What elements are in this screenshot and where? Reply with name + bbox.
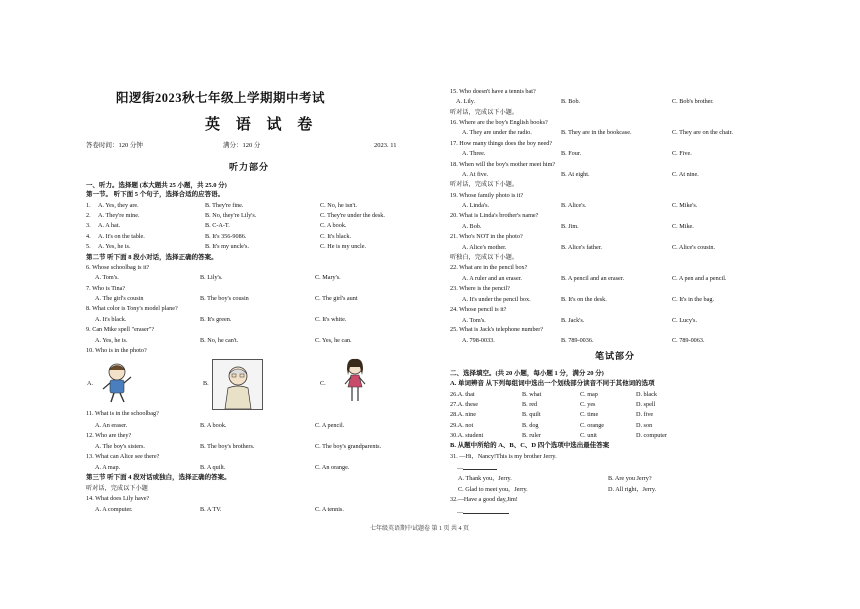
phonics-option-b: B. dog <box>522 422 539 429</box>
section3-note: 听对话，完成以下小题 <box>86 485 148 492</box>
option-a: A. <box>87 380 94 387</box>
question-text: 32.—Have a good day,Jim! <box>450 496 518 503</box>
phonics-item: 30.A. student <box>450 432 484 439</box>
option-b: B. A pencil and an eraser. <box>561 275 625 282</box>
question-text: 6. Whose schoolbag is it? <box>86 264 150 271</box>
phonics-item: 28.A. nine <box>450 411 476 418</box>
written-heading: 笔试部分 <box>595 351 636 361</box>
option-c: C. The boy's grandparents. <box>315 443 382 450</box>
option-d: D. All right，Jerry. <box>608 486 657 493</box>
option-a: A. A hat. <box>98 222 120 229</box>
option-c: C. Mary's. <box>315 274 341 281</box>
phonics-option-c: C. orange <box>580 422 605 429</box>
option-a: A. 798-0033. <box>462 337 495 344</box>
option-a: A. It's on the table. <box>98 233 145 240</box>
phonics-option-b: B. quilt <box>522 411 541 418</box>
option-b: B. Are you Jerry? <box>608 475 652 482</box>
question-number: 2. <box>86 212 91 219</box>
option-c: C. Mike's. <box>672 202 698 209</box>
option-a: A. At five. <box>462 171 489 178</box>
question-text: 23. Where is the pencil? <box>450 285 510 292</box>
grandpa-picture <box>212 359 263 410</box>
question-text: 15. Who doesn't have a tennis bat? <box>450 88 536 95</box>
option-b: B. A TV. <box>200 506 222 513</box>
option-b: B. No, they're Lily's. <box>205 212 257 219</box>
option-a: A. They're mine. <box>98 212 140 219</box>
option-c: C. Lucy's. <box>672 317 698 324</box>
option-b: B. Jack's. <box>561 317 585 324</box>
option-c: C. Five. <box>672 150 692 157</box>
boy-picture <box>96 359 138 405</box>
exam-subject: 英 语 试 卷 <box>205 117 319 133</box>
question-text: 8. What color is Tony's model plane? <box>86 305 178 312</box>
option-b: B. A book. <box>200 422 227 429</box>
listening-heading: 听力部分 <box>229 162 270 172</box>
option-b: B. Bob. <box>561 98 581 105</box>
option-c: C. The girl's aunt <box>315 295 358 302</box>
part1-heading: 一、听力。选择题 (本大题共 25 小题，共 25.0 分) <box>86 182 227 189</box>
phonics-item: 26.A. that <box>450 391 475 398</box>
option-a: A. A computer. <box>95 506 133 513</box>
option-b: B. They are in the bookcase. <box>561 129 632 136</box>
option-a: A. Tom's. <box>462 317 486 324</box>
option-c: C. Bob's brother. <box>672 98 714 105</box>
listening-note: 听对话，完成以下小题。 <box>450 181 519 188</box>
option-a: A. Yes, he is. <box>98 243 131 250</box>
phonics-option-d: D. computer <box>636 432 667 439</box>
phonics-option-b: B. ruler <box>522 432 541 439</box>
phonics-option-c: C. map <box>580 391 598 398</box>
option-b: B. It's green. <box>200 316 232 323</box>
option-b: B. It's my uncle's. <box>205 243 249 250</box>
phonics-option-d: D. five <box>636 411 654 418</box>
question-text: 11. What is in the schoolbag? <box>86 410 159 417</box>
phonics-option-d: D. black <box>636 391 657 398</box>
option-a: A. It's black. <box>95 316 127 323</box>
option-b: B. C-A-T. <box>205 222 230 229</box>
option-c: C. Yes, he can. <box>315 337 352 344</box>
question-text: 16. Where are the boy's English books? <box>450 119 548 126</box>
option-a: A. Linda's. <box>462 202 490 209</box>
option-c: C. No, he isn't. <box>320 202 357 209</box>
listening-note: 听对话，完成以下小题。 <box>450 109 519 116</box>
option-b: B. They're fine. <box>205 202 244 209</box>
option-c: C. A pen and a pencil. <box>672 275 727 282</box>
option-b: B. It's on the desk. <box>561 296 607 303</box>
exam-title: 阳逻街2023秋七年级上学期期中考试 <box>116 91 326 105</box>
exam-score: 满分：120 分 <box>223 142 261 149</box>
question-text: 9. Can Mike spell "eraser"? <box>86 326 155 333</box>
phonics-item: 29.A. not <box>450 422 474 429</box>
option-b: B. At eight. <box>561 171 590 178</box>
question-number: 1. <box>86 202 91 209</box>
question-number: 4. <box>86 233 91 240</box>
option-b: B. <box>203 380 209 387</box>
option-a: A. Yes, he is. <box>95 337 128 344</box>
answer-line: — <box>457 464 497 472</box>
section2-heading: 第二节 听下面 8 段小对话，选择正确的答案。 <box>86 254 218 261</box>
option-c: C. A pencil. <box>315 422 345 429</box>
option-c: C. He is my uncle. <box>320 243 367 250</box>
phonics-option-b: B. red <box>522 401 538 408</box>
option-a: A. The girl's cousin <box>95 295 144 302</box>
option-a: A. Alice's mother. <box>462 244 507 251</box>
option-c: C. Alice's cousin. <box>672 244 716 251</box>
section1-heading: 第一节。 听下面 5 个句子，选择合适的应答语。 <box>86 191 225 198</box>
phonics-option-b: B. what <box>522 391 542 398</box>
section3-heading: 第三节 听下面 4 段对话或独白，选择正确的答案。 <box>86 474 231 481</box>
option-b: B. Four. <box>561 150 582 157</box>
question-text: 12. Who are they? <box>86 432 132 439</box>
question-text: 20. What is Linda's brother's name? <box>450 212 539 219</box>
option-a: A. A ruler and an eraser. <box>462 275 522 282</box>
exam-date: 2023. 11 <box>374 142 397 149</box>
option-c: C. It's black. <box>320 233 352 240</box>
option-a: A. The boy's sisters. <box>95 443 145 450</box>
option-c: C. A tennis. <box>315 506 344 513</box>
option-b: B. 789-0036. <box>561 337 594 344</box>
option-a: A. A map. <box>95 464 121 471</box>
answer-line: — <box>457 508 509 516</box>
question-text: 24. Whose pencil is it? <box>450 306 507 313</box>
option-c: C. An orange. <box>315 464 350 471</box>
phonics-option-c: C. yes <box>580 401 596 408</box>
exam-time: 答卷时间：120 分钟 <box>86 142 143 149</box>
phonics-item: 27.A. these <box>450 401 479 408</box>
option-c: C. Mike. <box>672 223 694 230</box>
option-b: B. The boy's cousin <box>200 295 249 302</box>
question-text: 21. Who's NOT in the photo? <box>450 233 523 240</box>
option-c: C. They are on the chair. <box>672 129 733 136</box>
option-b: B. A quilt. <box>200 464 226 471</box>
option-a: A. They are under the radio. <box>462 129 532 136</box>
question-number: 3. <box>86 222 91 229</box>
phonics-option-d: D. spell <box>636 401 656 408</box>
question-text: 17. How many things does the boy need? <box>450 140 553 147</box>
listening-note: 听独白，完成以下小题。 <box>450 254 519 261</box>
option-b: B. No, he can't. <box>200 337 239 344</box>
option-b: B. Lily's. <box>200 274 223 281</box>
option-c: C. It's in the bag. <box>672 296 715 303</box>
option-b: B. It's 356-9086. <box>205 233 247 240</box>
option-a: A. It's under the pencil box. <box>462 296 531 303</box>
option-a: A. Three. <box>462 150 486 157</box>
option-a: A. An eraser. <box>95 422 128 429</box>
option-b: B. Alice's. <box>561 202 587 209</box>
answer-blank <box>463 508 509 514</box>
option-c: C. 789-0063. <box>672 337 705 344</box>
answer-blank <box>463 464 497 470</box>
question-text: 7. Who is Tina? <box>86 285 126 292</box>
question-text: 31. —Hi，Nancy!This is my brother Jerry. <box>450 453 557 460</box>
part2-heading: 二、选择填空。(共 20 小题，每小题 1 分，满分 20 分) <box>450 370 604 377</box>
option-a: A. Yes, they are. <box>98 202 139 209</box>
question-text: 13. What can Alice see there? <box>86 453 160 460</box>
question-text: 25. What is Jack's telephone number? <box>450 326 544 333</box>
question-text: 14. What does Lily have? <box>86 495 150 502</box>
question-number: 5. <box>86 243 91 250</box>
option-b: B. Alice's father. <box>561 244 602 251</box>
option-a: A. Lily. <box>456 98 476 105</box>
phonics-option-c: C. time <box>580 411 599 418</box>
option-c: C. They're under the desk. <box>320 212 385 219</box>
partB-heading: B. 从题中所给的 A、B、C、D 四个选项中选出最佳答案 <box>450 442 610 449</box>
girl-picture <box>340 357 370 405</box>
question-text: 19. Whose family photo is it? <box>450 192 524 199</box>
option-c: C. A book. <box>320 222 347 229</box>
option-b: B. The boy's brothers. <box>200 443 255 450</box>
option-a: A. Thank you，Jerry. <box>458 475 512 482</box>
option-c: C. It's white. <box>315 316 347 323</box>
phonics-option-c: C. unit <box>580 432 597 439</box>
option-a: A. Tom's. <box>95 274 119 281</box>
question-text: 10. Who is in the photo? <box>86 347 147 354</box>
page-footer: 七年级英语期中试题卷 第 1 页 共 4 页 <box>370 526 470 532</box>
partA-heading: A. 单词辨音 从下列每组词中选出一个划线部分读音不同于其他词的选项 <box>450 380 655 387</box>
question-text: 18. When will the boy's mother meet him? <box>450 161 556 168</box>
option-b: B. Jim. <box>561 223 579 230</box>
option-c: C. Glad to meet you，Jerry. <box>458 486 528 493</box>
option-a: A. Bob. <box>462 223 482 230</box>
option-c: C. At nine. <box>672 171 699 178</box>
question-text: 22. What are in the pencil box? <box>450 264 528 271</box>
option-c: C. <box>320 380 326 387</box>
phonics-option-d: D. son <box>636 422 653 429</box>
